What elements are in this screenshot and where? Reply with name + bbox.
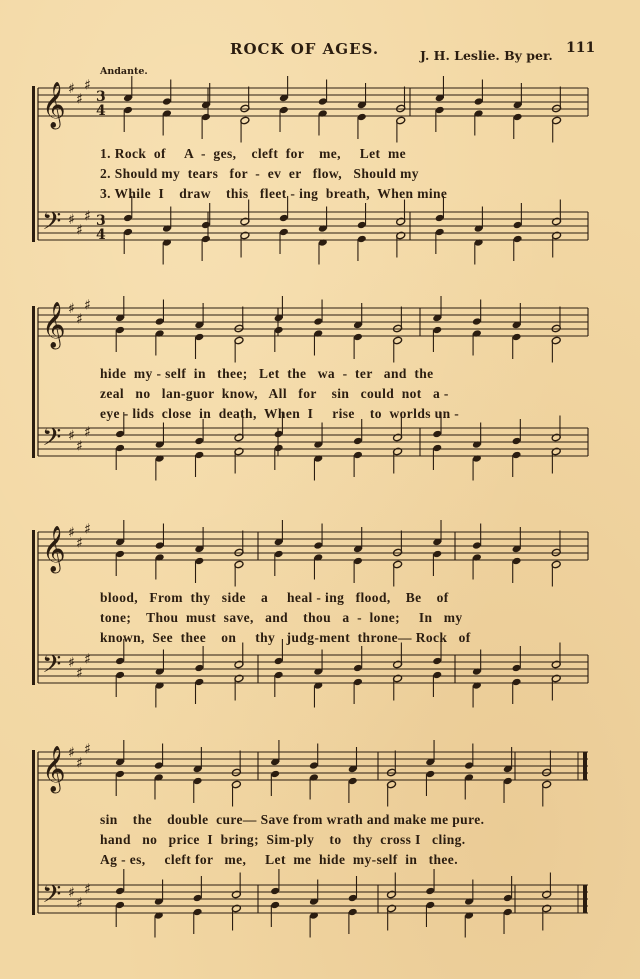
sharp-sign: ♯ — [68, 301, 75, 317]
lyric-line-verse-3: 3. While I draw this fleet - ing breath, When mine — [100, 186, 448, 201]
treble-clef: 𝄞 — [42, 302, 66, 348]
lyric-line-verse-3: known, See thee on thy judg-ment throne— Rock of — [100, 630, 471, 645]
sharp-sign: ♯ — [84, 424, 91, 441]
sharp-sign: ♯ — [76, 311, 83, 328]
time-signature-bottom: 4 — [96, 227, 106, 243]
hymn-title: ROCK OF AGES. — [230, 40, 380, 58]
lyric-line-verse-1: blood, From thy side a heal - ing flood, Be of — [100, 590, 449, 605]
lyric-line-verse-2: zeal no lan-guor know, All for sin could not a - — [100, 386, 449, 401]
sharp-sign: ♯ — [68, 81, 75, 97]
final-barline — [583, 752, 587, 780]
lyric-line-verse-2: hand no price I bring; Sim-ply to thy cross I cling. — [100, 832, 466, 847]
lyric-line-verse-2: 2. Should my tears for - ev er flow, Should my — [100, 166, 419, 181]
lyric-line-verse-1: hide my - self in thee; Let the wa - ter and the — [100, 366, 434, 381]
treble-clef: 𝄞 — [42, 526, 66, 572]
bass-clef: 𝄢 — [42, 423, 62, 458]
sharp-sign: ♯ — [84, 77, 91, 94]
sharp-sign: ♯ — [76, 438, 83, 455]
time-signature-top: 3 — [96, 213, 106, 229]
sharp-sign: ♯ — [84, 208, 91, 225]
page-number: 111 — [566, 40, 596, 56]
sharp-sign: ♯ — [76, 222, 83, 239]
lyric-line-verse-2: tone; Thou must save, and thou a - lone; In my — [100, 610, 463, 625]
bass-clef: 𝄢 — [42, 207, 62, 242]
sharp-sign: ♯ — [84, 297, 91, 314]
composer-credit: J. H. Leslie. By per. — [420, 48, 553, 63]
sharp-sign: ♯ — [84, 521, 91, 538]
tempo-marking: Andante. — [100, 66, 148, 77]
sharp-sign: ♯ — [68, 885, 75, 901]
sharp-sign: ♯ — [76, 895, 83, 912]
bass-clef: 𝄢 — [42, 650, 62, 685]
sharp-sign: ♯ — [84, 741, 91, 758]
bass-clef: 𝄢 — [42, 880, 62, 915]
final-barline — [583, 885, 587, 913]
sharp-sign: ♯ — [76, 665, 83, 682]
lyric-line-verse-1: 1. Rock of A - ges, cleft for me, Let me — [100, 146, 407, 161]
sharp-sign: ♯ — [84, 881, 91, 898]
sharp-sign: ♯ — [68, 212, 75, 228]
system-bracket — [32, 306, 35, 458]
system-bracket — [32, 86, 35, 242]
sharp-sign: ♯ — [76, 755, 83, 772]
lyric-line-verse-3: Ag - es, cleft for me, Let me hide my-self in thee. — [100, 852, 458, 867]
time-signature-bottom: 4 — [96, 103, 106, 119]
sharp-sign: ♯ — [68, 655, 75, 671]
sharp-sign: ♯ — [68, 525, 75, 541]
lyric-line-verse-3: eye - lids close in death, When I rise to worlds un - — [100, 406, 460, 421]
time-signature-top: 3 — [96, 89, 106, 105]
system-bracket — [32, 530, 35, 685]
sharp-sign: ♯ — [68, 428, 75, 444]
sharp-sign: ♯ — [68, 745, 75, 761]
system-bracket — [32, 750, 35, 915]
treble-clef: 𝄞 — [42, 82, 66, 128]
sharp-sign: ♯ — [76, 91, 83, 108]
treble-clef: 𝄞 — [42, 746, 66, 792]
lyric-line-verse-1: sin the double cure— Save from wrath and make me pure. — [100, 812, 485, 827]
sharp-sign: ♯ — [76, 535, 83, 552]
sharp-sign: ♯ — [84, 651, 91, 668]
